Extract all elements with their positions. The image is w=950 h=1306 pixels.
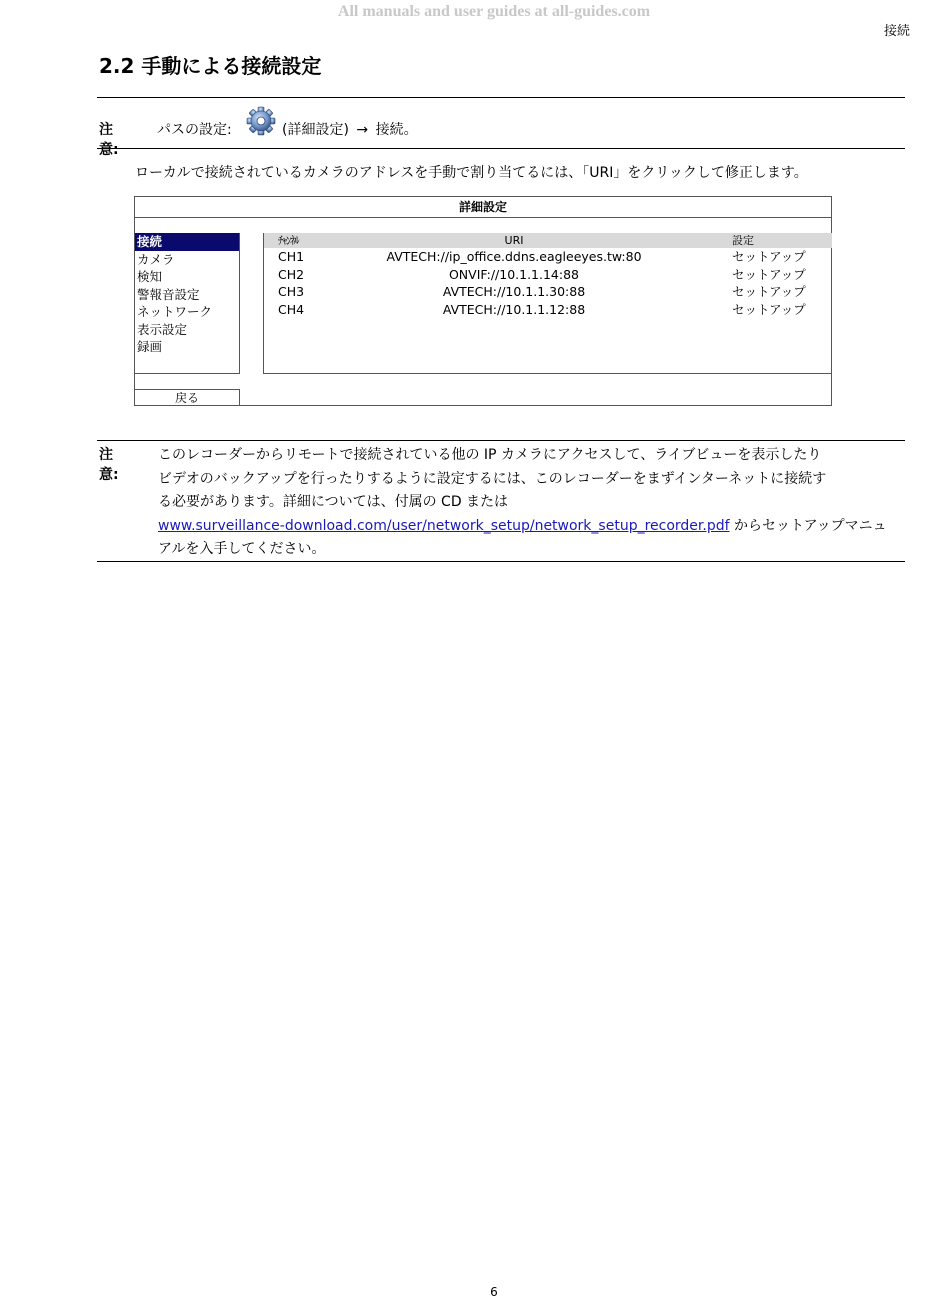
dialog-title: 詳細設定 <box>135 197 831 218</box>
divider-note2-top <box>97 440 905 441</box>
manual-link[interactable]: www.surveillance-download.com/user/network_setup/network_setup_recorder.pdf <box>158 517 730 534</box>
table-row <box>264 248 832 266</box>
header-channel: ﾁｬﾝﾈﾙ <box>278 234 298 247</box>
path-rest <box>282 119 418 139</box>
table-row <box>264 266 832 284</box>
header-setting: 設定 <box>732 234 754 247</box>
table-header <box>264 233 832 248</box>
menu-item-record[interactable]: 録画 <box>137 339 163 354</box>
divider-note1 <box>97 148 905 149</box>
menu-item-alert[interactable]: 警報音設定 <box>137 286 200 302</box>
channel-table <box>263 233 832 374</box>
note-label: 注意: <box>99 122 119 158</box>
uri-cell[interactable]: ONVIF://10.1.1.14:88 <box>448 266 580 282</box>
setup-button[interactable]: セットアップ <box>732 301 806 317</box>
path-end: 接続。 <box>375 122 418 138</box>
channel-cell: CH4 <box>278 301 305 317</box>
watermark: All manuals and user guides at all-guides.com <box>337 3 651 20</box>
path-prefix: パスの設定: <box>157 122 232 138</box>
back-button[interactable]: 戻る <box>135 389 240 406</box>
advanced-settings-dialog <box>134 196 832 406</box>
menu-item-display[interactable]: 表示設定 <box>137 321 188 337</box>
channel-cell: CH2 <box>278 266 305 282</box>
divider-note2-bottom <box>97 561 905 562</box>
gear-icon <box>246 106 276 136</box>
setup-button[interactable]: セットアップ <box>732 266 806 282</box>
note-line: このレコーダーからリモートで接続されている他の IP カメラにアクセスして、ライブビューを表示したり <box>158 447 822 463</box>
menu-item-network[interactable]: ネットワーク <box>137 304 213 319</box>
channel-cell: CH3 <box>278 284 305 299</box>
table-row <box>264 301 832 319</box>
settings-menu <box>135 233 240 374</box>
header-uri: URI <box>504 234 524 247</box>
running-header: 接続 <box>883 24 910 39</box>
note-line: アルを入手してください。 <box>158 541 326 557</box>
arrow-icon: → <box>356 122 369 138</box>
uri-cell[interactable]: AVTECH://10.1.1.12:88 <box>442 301 586 317</box>
setup-button[interactable]: セットアップ <box>732 284 806 299</box>
uri-cell[interactable]: AVTECH://10.1.1.30:88 <box>442 284 586 299</box>
divider-top <box>97 97 905 98</box>
table-row <box>264 283 832 301</box>
path-item: (詳細設定) <box>282 122 349 138</box>
note-line: る必要があります。詳細については、付属の CD または <box>158 494 509 510</box>
menu-item-detection[interactable]: 検知 <box>137 269 163 284</box>
note-label: 注意: <box>99 447 119 483</box>
note-body <box>158 444 906 562</box>
note-line-suffix: からセットアップマニュ <box>729 517 887 534</box>
menu-item-camera[interactable]: カメラ <box>137 251 175 267</box>
uri-cell[interactable]: AVTECH://ip_office.ddns.eagleeyes.tw:80 <box>386 249 642 264</box>
setup-button[interactable]: セットアップ <box>732 249 806 264</box>
menu-item-connection[interactable]: 接続 <box>135 233 239 251</box>
page-number: 6 <box>490 1285 498 1299</box>
note-line-link <box>158 515 906 539</box>
note-line: ビデオのバックアップを行ったりするように設定するには、このレコーダーをまずインターネットに接続す <box>158 470 827 487</box>
channel-cell: CH1 <box>278 249 305 264</box>
section-title: 2.2 手動による接続設定 <box>99 54 322 78</box>
intro-text: ローカルで接続されているカメラのアドレスを手動で割り当てるには、「URI」をクリックして修正します。 <box>135 165 808 181</box>
